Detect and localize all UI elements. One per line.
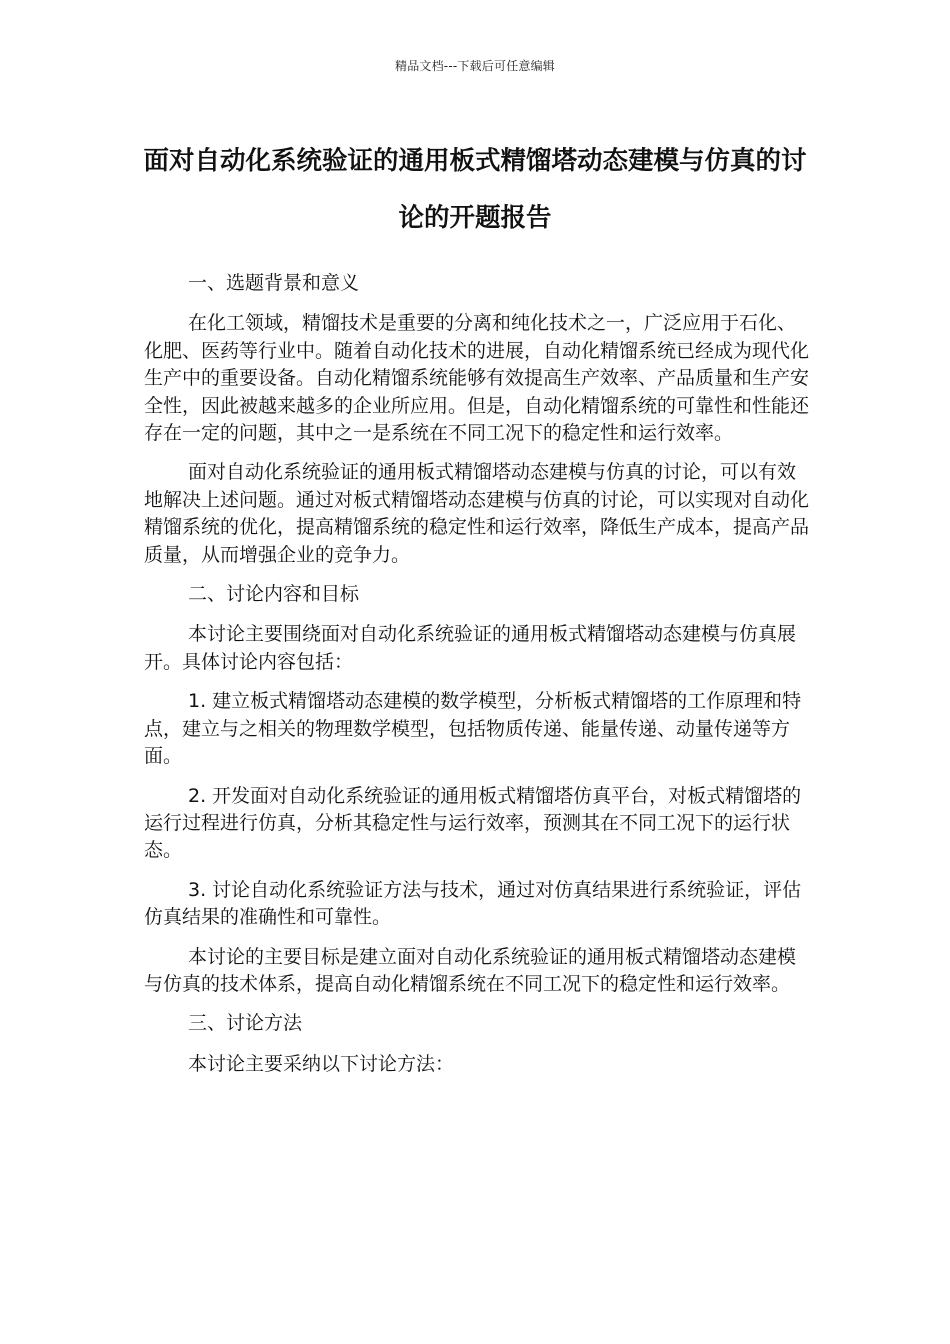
section-heading-background: 一、选题背景和意义 (188, 272, 360, 294)
paragraph-methods-intro: 本讨论主要采纳以下讨论方法： (188, 1052, 455, 1075)
document-title: 面对自动化系统验证的通用板式精馏塔动态建模与仿真的讨论的开题报告 (143, 146, 807, 233)
list-item-content-2: 2. 开发面对自动化系统验证的通用板式精馏塔仿真平台，对板式精馏塔的运行过程进行仿真，分析其稳定性与运行效率，预测其在不同工况下的运行状态。 (144, 784, 802, 862)
paragraph-goal: 本讨论的主要目标是建立面对自动化系统验证的通用板式精馏塔动态建模与仿真的技术体系，提高自动化精馏系统在不同工况下的稳定性和运行效率。 (144, 945, 797, 995)
list-item-content-1: 1. 建立板式精馏塔动态建模的数学模型，分析板式精馏塔的工作原理和特点，建立与之相关的物理数学模型，包括物质传递、能量传递、动量传递等方面。 (144, 690, 802, 768)
paragraph-content-intro: 本讨论主要围绕面对自动化系统验证的通用板式精馏塔动态建模与仿真展开。具体讨论内容包括： (144, 623, 797, 673)
section-heading-methods: 三、讨论方法 (188, 1012, 303, 1035)
section-heading-content-goals: 二、讨论内容和目标 (188, 583, 360, 606)
page-header: 精品文档---下载后可任意编辑 (395, 59, 555, 73)
paragraph-background-1: 在化工领域，精馏技术是重要的分离和纯化技术之一，广泛应用于石化、化肥、医药等行业中。随着自动化技术的进展，自动化精馏系统已经成为现代化生产中的重要设备。自动化精馏系统能够有效提高生产效率、产品质量和生产安全性，因此被越来越多的企业所应用。但是，自动化精馏系统的可靠性和性能还存在一定的问题，其中之一是系统在不同工况下的稳定性和运行效率。 (144, 312, 810, 445)
paragraph-background-2: 面对自动化系统验证的通用板式精馏塔动态建模与仿真的讨论，可以有效地解决上述问题。通过对板式精馏塔动态建模与仿真的讨论，可以实现对自动化精馏系统的优化，提高精馏系统的稳定性和运行效率，降低生产成本，提高产品质量，从而增强企业的竞争力。 (144, 461, 810, 566)
list-item-content-3: 3. 讨论自动化系统验证方法与技术，通过对仿真结果进行系统验证，评估仿真结果的准确性和可靠性。 (144, 878, 802, 929)
document-body (144, 270, 812, 1090)
